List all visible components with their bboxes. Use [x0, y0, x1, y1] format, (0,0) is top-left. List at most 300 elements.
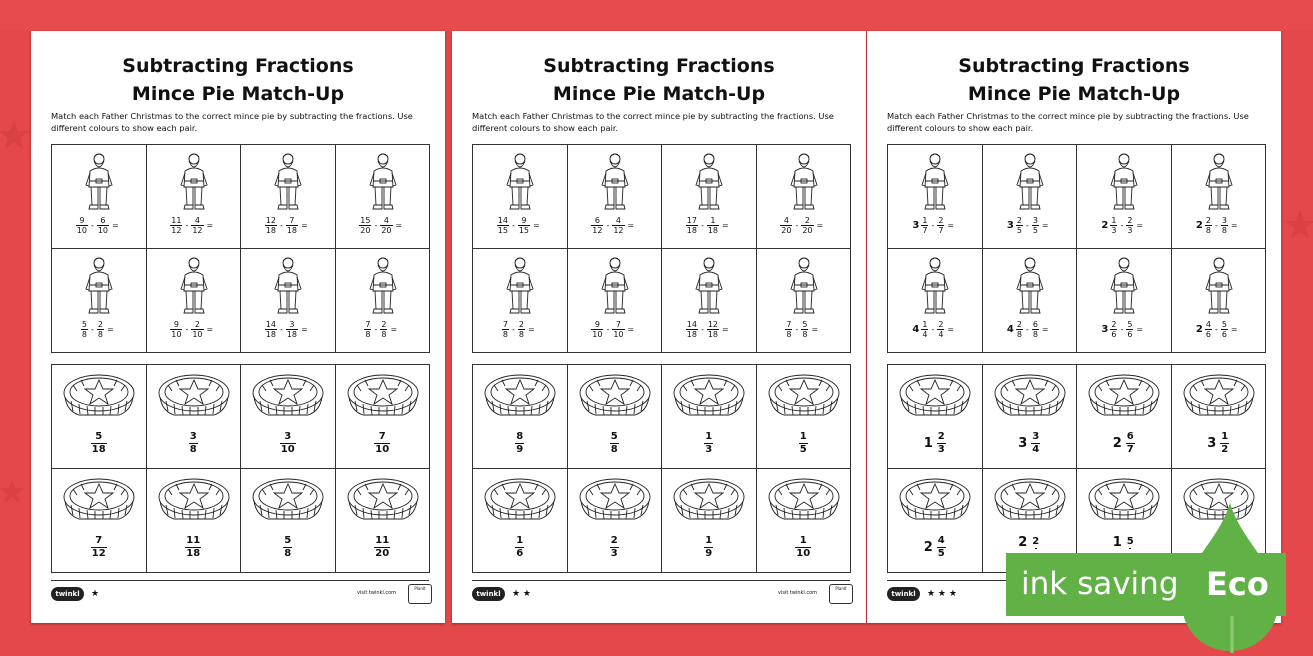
fraction [799, 431, 808, 456]
denominator: 8 [1205, 226, 1211, 235]
equals-sign: = [1136, 325, 1144, 334]
whole-number: 2 [1018, 535, 1028, 550]
whole-number: 2 [923, 540, 933, 555]
denominator: 20 [375, 548, 390, 559]
denominator: 5 [937, 548, 945, 559]
numerator: 4 [383, 216, 389, 225]
santa-cell[interactable] [147, 145, 242, 249]
santa-cell[interactable] [1172, 249, 1267, 353]
father-christmas-icon [1202, 151, 1236, 213]
answer-fraction [1077, 431, 1171, 456]
numerator: 5 [95, 431, 103, 442]
denominator: 18 [686, 226, 697, 235]
denominator: 6 [1221, 330, 1227, 339]
fraction [801, 320, 808, 339]
santa-cell[interactable] [336, 249, 431, 353]
mince-pie-cell[interactable] [473, 469, 568, 573]
fraction [97, 320, 104, 339]
numerator: 9 [173, 320, 179, 329]
numerator: 12 [707, 320, 719, 329]
fraction [280, 431, 296, 456]
santa-cell[interactable] [983, 249, 1078, 353]
father-christmas-icon [503, 255, 537, 317]
father-christmas-icon [692, 255, 726, 317]
mince-pie-icon [1086, 475, 1162, 523]
whole-number: 3 [1207, 436, 1217, 451]
denominator: 6 [1127, 330, 1133, 339]
numerator: 7 [786, 320, 792, 329]
father-christmas-icon [918, 151, 952, 213]
whole-number: 4 [1006, 324, 1014, 335]
mince-pie-cell[interactable] [662, 365, 757, 469]
subtraction-question [1077, 216, 1171, 235]
equals-sign: = [811, 325, 819, 334]
mince-pie-cell[interactable] [888, 469, 983, 573]
answer-fraction [147, 431, 241, 456]
numerator: 5 [284, 535, 292, 546]
fraction [686, 216, 698, 235]
mince-pie-icon [766, 371, 842, 419]
santa-cell[interactable] [662, 249, 757, 353]
denominator: 10 [592, 330, 603, 339]
fraction [265, 216, 277, 235]
father-christmas-icon [692, 151, 726, 213]
numerator: 14 [497, 216, 508, 225]
mince-pie-cell[interactable] [52, 365, 147, 469]
denominator: 8 [381, 330, 387, 339]
mince-pie-cell[interactable] [662, 469, 757, 573]
fraction [497, 216, 509, 235]
numerator: 5 [1126, 536, 1134, 547]
santa-cell[interactable] [473, 145, 568, 249]
minus-sign: - [606, 221, 610, 230]
fraction [265, 320, 277, 339]
minus-sign: - [700, 325, 704, 334]
equals-sign: = [1136, 221, 1144, 230]
mince-pie-icon [156, 371, 232, 419]
fraction [518, 216, 530, 235]
minus-sign: - [1025, 221, 1029, 230]
denominator: 12 [91, 548, 106, 559]
answer-fraction [336, 535, 430, 560]
santa-cell[interactable] [241, 145, 336, 249]
father-christmas-icon [598, 151, 632, 213]
denominator: 12 [171, 226, 182, 235]
numerator: 5 [81, 320, 87, 329]
minus-sign: - [931, 325, 935, 334]
minus-sign: - [279, 325, 283, 334]
mince-pie-cell[interactable] [568, 365, 663, 469]
fraction [1221, 216, 1228, 235]
subtraction-question [336, 216, 430, 235]
denominator: 10 [192, 330, 203, 339]
fraction [91, 535, 107, 560]
equals-sign: = [627, 221, 635, 230]
difficulty-stars: ★ ★ [512, 589, 531, 599]
title-line-1: Subtracting Fractions [958, 55, 1190, 77]
subtraction-question [147, 320, 241, 339]
numerator: 1 [799, 535, 807, 546]
whole-number: 4 [912, 324, 920, 335]
mince-pie-cell[interactable] [52, 469, 147, 573]
denominator: 3 [1127, 226, 1133, 235]
numerator: 2 [1032, 536, 1040, 547]
equals-sign: = [106, 325, 114, 334]
fraction [380, 216, 392, 235]
fraction [1032, 320, 1039, 339]
santa-cell[interactable] [241, 249, 336, 353]
fraction [191, 320, 203, 339]
fraction [707, 216, 719, 235]
father-christmas-icon [1107, 255, 1141, 317]
mince-pie-icon [345, 371, 421, 419]
denominator: 20 [781, 226, 792, 235]
subtraction-question [757, 216, 851, 235]
numerator: 2 [938, 216, 944, 225]
denominator: 3 [1111, 226, 1117, 235]
numerator: 2 [1016, 320, 1022, 329]
equals-sign: = [301, 221, 308, 230]
denominator: 7 [922, 226, 928, 235]
numerator: 2 [381, 320, 387, 329]
mince-pie-icon [671, 371, 747, 419]
numerator: 1 [710, 216, 716, 225]
fraction [185, 535, 201, 560]
subtraction-question [147, 216, 241, 235]
numerator: 9 [521, 216, 527, 225]
father-christmas-icon [177, 151, 211, 213]
denominator: 18 [265, 330, 276, 339]
mince-pie-icon [577, 371, 653, 419]
father-christmas-icon [1013, 151, 1047, 213]
answer-fraction [757, 535, 851, 560]
whole-number: 2 [1195, 324, 1203, 335]
mince-pie-icon [992, 475, 1068, 523]
fraction [1220, 431, 1229, 456]
denominator: 8 [1032, 330, 1038, 339]
title-line-2: Mince Pie Match-Up [552, 83, 766, 105]
minus-sign: - [185, 325, 189, 334]
santa-grid [472, 144, 851, 353]
denominator: 8 [284, 548, 292, 559]
numerator: 5 [1221, 320, 1227, 329]
minus-sign: - [1120, 325, 1124, 334]
page-title [452, 52, 866, 108]
subtraction-question [1077, 320, 1171, 339]
numerator: 7 [502, 320, 508, 329]
denominator: 2 [1221, 444, 1229, 455]
father-christmas-icon [82, 255, 116, 317]
numerator: 1 [705, 535, 713, 546]
fraction [785, 320, 792, 339]
santa-grid [887, 144, 1266, 353]
santa-cell[interactable] [662, 145, 757, 249]
numerator: 3 [284, 431, 292, 442]
equals-sign: = [947, 221, 955, 230]
equals-sign: = [301, 325, 308, 334]
numerator: 3 [189, 431, 197, 442]
denominator: 10 [171, 330, 182, 339]
fraction [374, 431, 390, 456]
numerator: 1 [1111, 216, 1117, 225]
mince-pie-cell[interactable] [147, 469, 242, 573]
minus-sign: - [1214, 325, 1218, 334]
father-christmas-icon [787, 255, 821, 317]
fraction [1205, 216, 1212, 235]
denominator: 12 [613, 226, 624, 235]
denominator: 10 [280, 444, 295, 455]
minus-sign: - [1214, 221, 1218, 230]
father-christmas-icon [787, 151, 821, 213]
fraction [1221, 320, 1228, 339]
fraction [1016, 216, 1023, 235]
numerator: 7 [95, 535, 103, 546]
denominator: 15 [518, 226, 530, 235]
fraction [937, 535, 946, 560]
fraction [191, 216, 203, 235]
instructions: Match each Father Christmas to the correct mince pie by subtracting the fractions. Use different colours to show each pair. [887, 111, 1249, 133]
subtraction-question [473, 320, 567, 339]
fraction [515, 431, 524, 456]
denominator: 3 [610, 548, 618, 559]
denominator: 9 [516, 444, 524, 455]
equals-sign: = [390, 325, 398, 334]
answer-fraction [757, 431, 851, 456]
mince-pie-icon [156, 475, 232, 523]
whole-number: 1 [1112, 535, 1122, 550]
denominator: 10 [97, 226, 109, 235]
denominator: 8 [365, 330, 371, 339]
eco-banner-text: ink saving [1021, 566, 1179, 602]
subtraction-question [888, 216, 982, 235]
whole-number: 3 [912, 220, 920, 231]
numerator: 4 [937, 535, 945, 546]
father-christmas-icon [271, 151, 305, 213]
fraction [170, 320, 182, 339]
santa-cell[interactable] [147, 249, 242, 353]
equals-sign: = [206, 221, 214, 230]
denominator: 20 [381, 226, 392, 235]
equals-sign: = [722, 221, 729, 230]
minus-sign: - [185, 221, 189, 230]
santa-cell[interactable] [568, 249, 663, 353]
minus-sign: - [606, 325, 610, 334]
santa-cell[interactable] [1077, 145, 1172, 249]
fraction [1126, 431, 1135, 456]
denominator: 8 [189, 444, 197, 455]
mince-pie-icon [992, 371, 1068, 419]
santa-cell[interactable] [473, 249, 568, 353]
fraction [610, 535, 619, 560]
mince-pie-cell[interactable] [147, 365, 242, 469]
fraction [515, 535, 524, 560]
numerator: 14 [686, 320, 697, 329]
denominator: 6 [516, 548, 524, 559]
father-christmas-icon [918, 255, 952, 317]
santa-cell[interactable] [52, 145, 147, 249]
footer-divider [51, 580, 429, 581]
fraction [937, 320, 944, 339]
numerator: 11 [186, 535, 201, 546]
santa-cell[interactable] [52, 249, 147, 353]
santa-cell[interactable] [568, 145, 663, 249]
santa-cell[interactable] [888, 145, 983, 249]
subtraction-question [662, 320, 756, 339]
fraction [801, 216, 813, 235]
answer-fraction [568, 431, 662, 456]
mince-pie-cell[interactable] [1172, 365, 1267, 469]
father-christmas-icon [1107, 151, 1141, 213]
denominator: 18 [286, 226, 298, 235]
santa-cell[interactable] [757, 249, 852, 353]
santa-grid [51, 144, 430, 353]
subtraction-question [757, 320, 851, 339]
santa-cell[interactable] [336, 145, 431, 249]
numerator: 4 [194, 216, 200, 225]
fraction [707, 320, 719, 339]
equals-sign: = [1041, 221, 1049, 230]
whole-number: 2 [1195, 220, 1203, 231]
answer-fraction [568, 535, 662, 560]
instructions: Match each Father Christmas to the correct mince pie by subtracting the fractions. Use different colours to show each pair. [51, 111, 413, 133]
numerator: 12 [265, 216, 276, 225]
difficulty-stars: ★ ★ ★ [927, 589, 957, 599]
mince-pie-icon [345, 475, 421, 523]
fraction [937, 216, 944, 235]
mince-pie-cell[interactable] [473, 365, 568, 469]
worksheet-1 [31, 31, 445, 623]
santa-cell[interactable] [757, 145, 852, 249]
fraction [359, 216, 371, 235]
mince-pie-grid [51, 364, 430, 573]
answer-fraction [52, 431, 146, 456]
equals-sign: = [1230, 325, 1238, 334]
mince-pie-icon [61, 475, 137, 523]
minus-sign: - [90, 325, 94, 334]
numerator: 2 [937, 431, 945, 442]
fraction [76, 216, 88, 235]
santa-cell[interactable] [888, 249, 983, 353]
numerator: 5 [610, 431, 618, 442]
equals-sign: = [206, 325, 214, 334]
mince-pie-cell[interactable] [336, 365, 431, 469]
twinkl-logo: twinkl [472, 587, 505, 601]
numerator: 6 [594, 216, 600, 225]
star-icon [0, 120, 29, 149]
fraction [283, 535, 292, 560]
denominator: 10 [796, 548, 811, 559]
mince-pie-icon [1181, 371, 1257, 419]
numerator: 1 [922, 216, 928, 225]
numerator: 17 [686, 216, 697, 225]
denominator: 5 [1032, 226, 1038, 235]
santa-cell[interactable] [983, 145, 1078, 249]
fraction [921, 216, 928, 235]
denominator: 5 [799, 444, 807, 455]
fraction [612, 320, 624, 339]
denominator: 7 [1126, 444, 1134, 455]
twinkl-logo: twinkl [887, 587, 920, 601]
denominator: 4 [1032, 444, 1040, 455]
mince-pie-cell[interactable] [757, 365, 852, 469]
numerator: 9 [79, 216, 85, 225]
father-christmas-icon [1202, 255, 1236, 317]
eco-banner-word: Eco [1206, 565, 1269, 603]
denominator: 5 [1016, 226, 1022, 235]
denominator: 10 [76, 226, 87, 235]
father-christmas-icon [598, 255, 632, 317]
fraction [91, 431, 107, 456]
difficulty-stars: ★ [91, 589, 100, 599]
mince-pie-cell[interactable] [1077, 365, 1172, 469]
answer-fraction [241, 535, 335, 560]
denominator: 6 [1205, 330, 1211, 339]
answer-fraction [983, 431, 1077, 456]
fraction [1126, 536, 1135, 549]
numerator: 5 [802, 320, 808, 329]
denominator: 18 [286, 330, 298, 339]
mince-pie-cell[interactable] [336, 469, 431, 573]
numerator: 1 [516, 535, 524, 546]
subtraction-question [888, 320, 982, 339]
mince-pie-cell[interactable] [241, 365, 336, 469]
mince-pie-cell[interactable] [757, 469, 852, 573]
equals-sign: = [533, 221, 540, 230]
instructions: Match each Father Christmas to the correct mince pie by subtracting the fractions. Use different colours to show each pair. [472, 111, 834, 133]
numerator: 2 [610, 535, 618, 546]
santa-cell[interactable] [1172, 145, 1267, 249]
fraction [380, 320, 387, 339]
fraction [97, 216, 109, 235]
fraction [1016, 320, 1023, 339]
answer-fraction [473, 535, 567, 560]
mince-pie-cell[interactable] [568, 469, 663, 573]
fraction [1031, 536, 1040, 549]
numerator: 15 [360, 216, 371, 225]
fraction [518, 320, 525, 339]
denominator: 4 [938, 330, 944, 339]
subtraction-question [568, 216, 662, 235]
footer-divider [472, 580, 850, 581]
numerator: 2 [1205, 216, 1211, 225]
numerator: 11 [375, 535, 390, 546]
denominator: 18 [186, 548, 201, 559]
denominator: 8 [1016, 330, 1022, 339]
equals-sign: = [395, 221, 403, 230]
mince-pie-icon [897, 371, 973, 419]
eco-banner [1006, 553, 1286, 616]
denominator: 8 [97, 330, 103, 339]
santa-cell[interactable] [1077, 249, 1172, 353]
mince-pie-cell[interactable] [241, 469, 336, 573]
page-title [31, 52, 445, 108]
minus-sign: - [1025, 325, 1029, 334]
numerator: 14 [265, 320, 276, 329]
subtraction-question [336, 320, 430, 339]
answer-fraction [52, 535, 146, 560]
fraction [1126, 320, 1133, 339]
numerator: 2 [938, 320, 944, 329]
fraction [502, 320, 509, 339]
fraction [795, 535, 811, 560]
answer-fraction [473, 431, 567, 456]
fraction [610, 431, 619, 456]
equals-sign: = [816, 221, 824, 230]
mince-pie-cell[interactable] [888, 365, 983, 469]
planit-badge: PlanIt [829, 584, 853, 604]
mince-pie-cell[interactable] [983, 365, 1078, 469]
whole-number: 2 [1112, 436, 1122, 451]
